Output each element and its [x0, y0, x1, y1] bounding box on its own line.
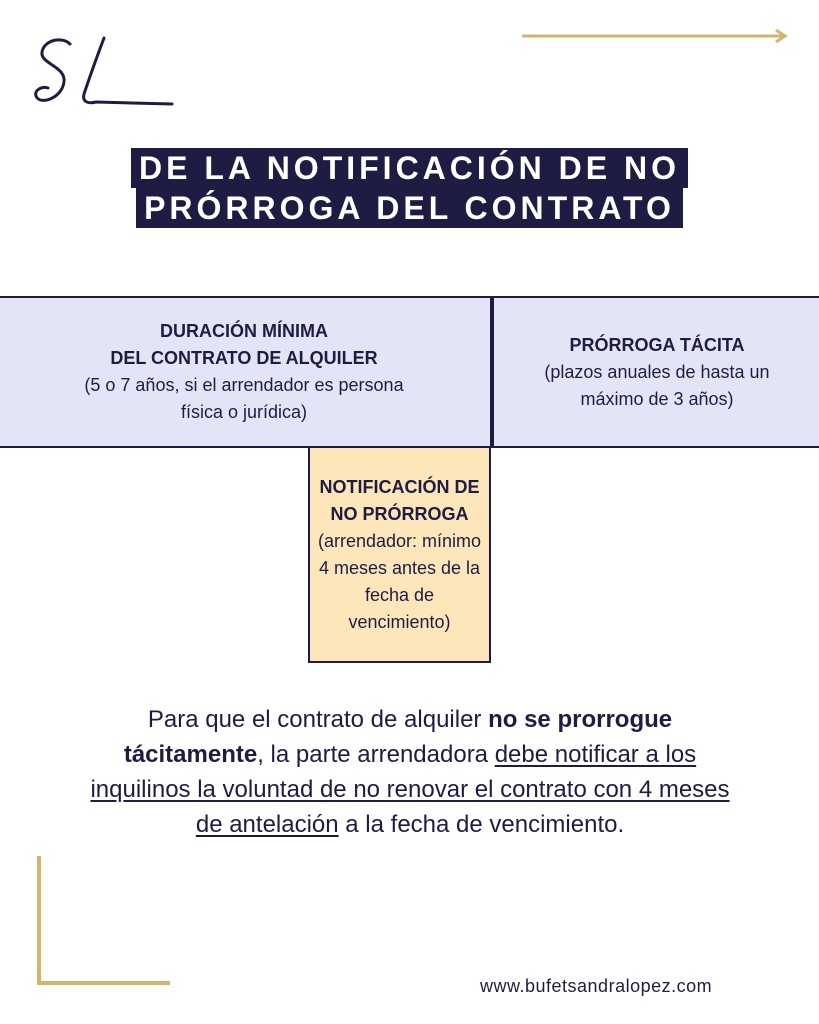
- minimum-duration-detail: (5 o 7 años, si el arrendador es persona física o jurídica): [84, 375, 404, 422]
- sl-monogram-logo: [32, 30, 177, 115]
- paragraph-text-3: a la fecha de vencimiento.: [338, 811, 625, 838]
- notification-detail: (arrendador: mínimo 4 meses antes de la fecha de vencimiento): [317, 530, 482, 632]
- summary-paragraph: [90, 702, 730, 842]
- page-title: [0, 148, 819, 232]
- arrow-right-icon: [522, 28, 788, 44]
- title-line-2: PRÓRROGA DEL CONTRATO: [136, 188, 683, 228]
- paragraph-text-2: , la parte arrendadora: [257, 741, 495, 768]
- paragraph-underline: debe notificar a los inquilinos la voluntad de no renovar el contrato con 4 meses de antelación: [90, 741, 730, 838]
- notification-box: [308, 448, 491, 663]
- website-url: www.bufetsandralopez.com: [480, 976, 713, 996]
- tacit-extension-heading: PRÓRROGA TÁCITA: [569, 334, 745, 355]
- minimum-duration-box: [0, 296, 492, 448]
- paragraph-bold: no se prorrogue tácitamente: [123, 706, 673, 768]
- minimum-duration-heading-line2: DEL CONTRATO DE ALQUILER: [110, 348, 378, 368]
- tacit-extension-detail: (plazos anuales de hasta un máximo de 3 años): [544, 361, 770, 409]
- title-line-1: DE LA NOTIFICACIÓN DE NO: [131, 148, 688, 188]
- notification-heading: NOTIFICACIÓN DE NO PRÓRROGA: [319, 476, 480, 524]
- minimum-duration-heading-line1: DURACIÓN MÍNIMA: [160, 321, 328, 341]
- corner-bracket-decoration: [36, 856, 170, 986]
- paragraph-text-1: Para que el contrato de alquiler: [147, 706, 489, 733]
- tacit-extension-box: [492, 296, 819, 448]
